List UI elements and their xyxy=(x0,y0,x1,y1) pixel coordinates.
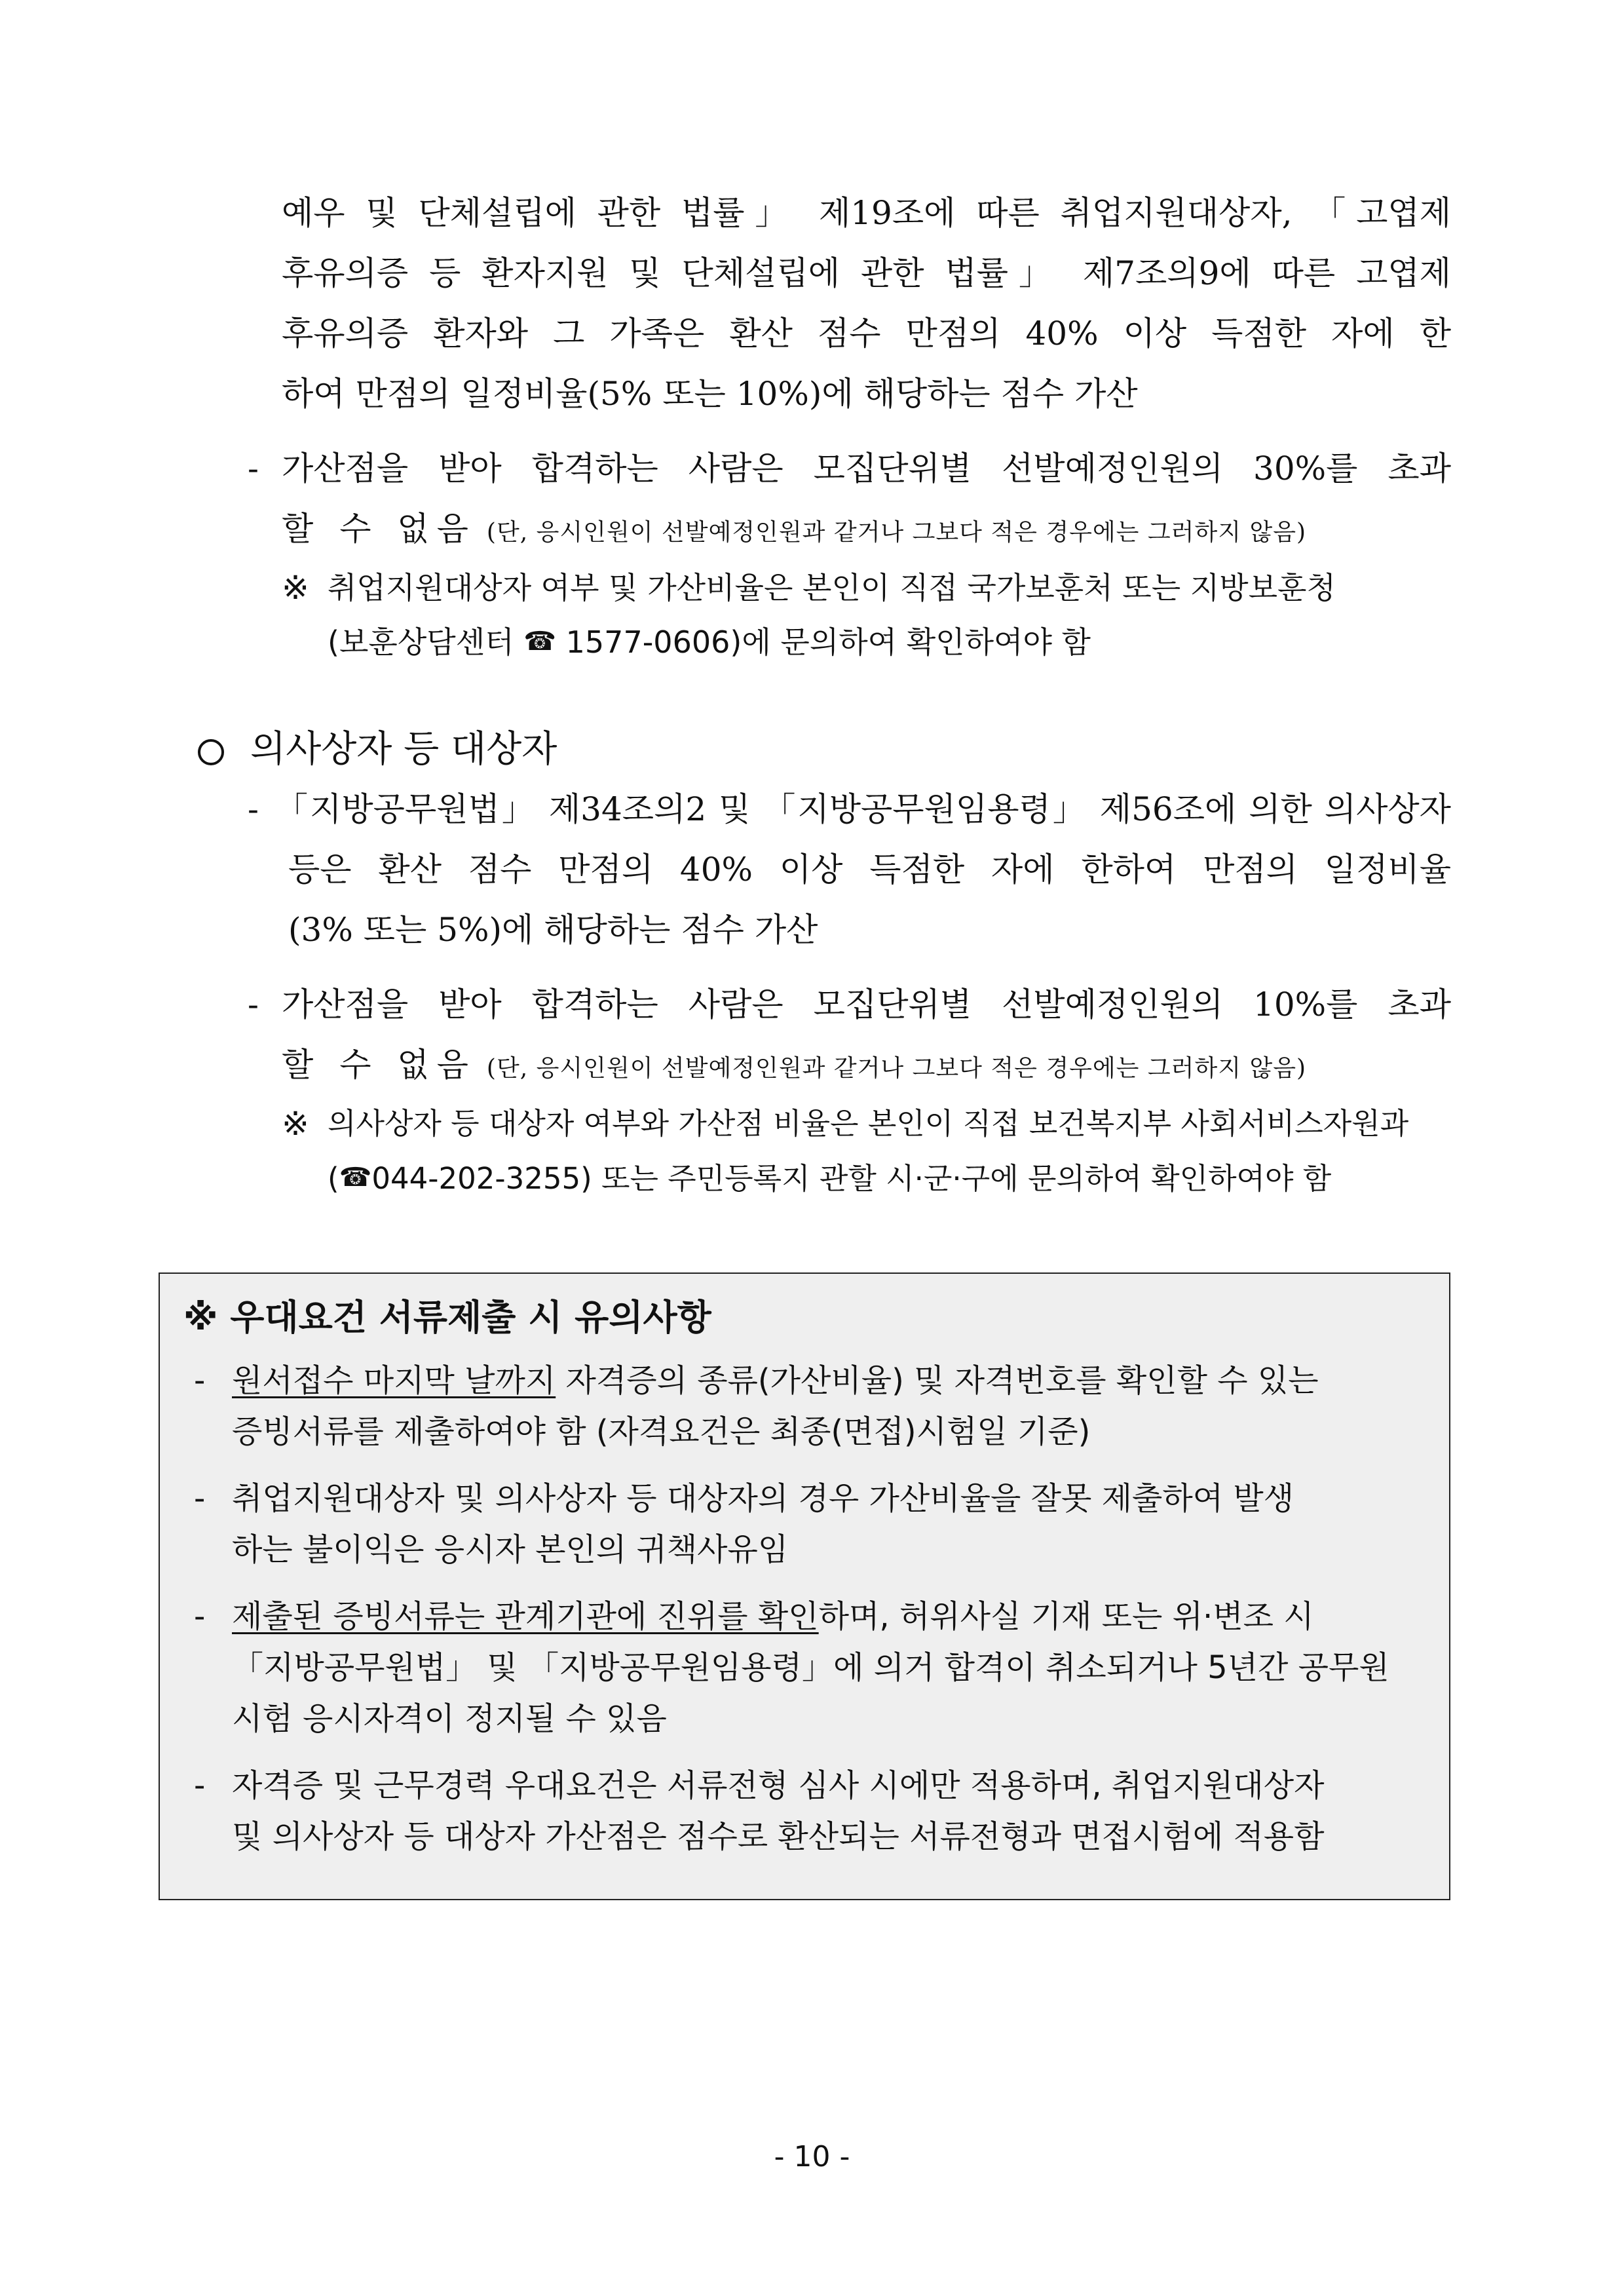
notice-item-line: 하는 불이익은 응시자 본인의 귀책사유임 xyxy=(232,1531,789,1568)
list-item-main: 할 수 없음 xyxy=(282,510,476,548)
phone-icon: ☎ xyxy=(523,626,557,657)
list-dash: - xyxy=(248,450,259,488)
list-item-line: (3% 또는 5%)에 해당하는 점수 가산 xyxy=(288,911,818,949)
reference-note-line: 의사상자 등 대상자 여부와 가산점 비율은 본인이 직접 보건복지부 사회서비스자원과 xyxy=(328,1106,1409,1141)
page-number: - 10 - xyxy=(774,2140,850,2173)
reference-note-mark: ※ xyxy=(282,569,309,607)
reference-note-line: 취업지원대상자 여부 및 가산비율은 본인이 직접 국가보훈처 또는 지방보훈청 xyxy=(328,570,1336,605)
list-item-line: 가산점을 받아 합격하는 사람은 모집단위별 선발예정인원의 30%를 초과 xyxy=(282,450,1451,488)
notice-item-line: 「지방공무원법」 및 「지방공무원임용령」에 의거 합격이 취소되거나 5년간 공무원 xyxy=(232,1649,1389,1686)
section-heading: 의사상자 등 대상자 xyxy=(250,728,557,771)
phone-icon: ☎ xyxy=(339,1162,372,1193)
notice-dash: - xyxy=(194,1767,206,1804)
notice-item-line xyxy=(232,1595,1314,1638)
reference-note-pre: (보훈상담센터 xyxy=(328,624,514,660)
reference-note-line xyxy=(328,619,1091,665)
paragraph-line: 후유의증 등 환자지원 및 단체설립에 관한 법률」 제7조의9에 따른 고엽제 xyxy=(282,254,1451,292)
reference-note-pre: ( xyxy=(328,1161,339,1196)
notice-box-title: ※ 우대요건 서류제출 시 유의사항 xyxy=(183,1297,711,1338)
list-item-main: 할 수 없음 xyxy=(282,1046,476,1084)
list-item-line: 등은 환산 점수 만점의 40% 이상 득점한 자에 한하여 만점의 일정비율 xyxy=(288,851,1451,889)
notice-dash: - xyxy=(194,1362,206,1399)
notice-item-line: 취업지원대상자 및 의사상자 등 대상자의 경우 가산비율을 잘못 제출하여 발생 xyxy=(232,1480,1294,1517)
notice-underlined-text: 제출된 증빙서류는 관계기관에 진위를 확인 xyxy=(232,1598,819,1635)
notice-text: 하며, 허위사실 기재 또는 위·변조 시 xyxy=(818,1598,1314,1635)
list-item-line: 가산점을 받아 합격하는 사람은 모집단위별 선발예정인원의 10%를 초과 xyxy=(282,985,1451,1024)
reference-note-post: 1577-0606)에 문의하여 확인하여야 함 xyxy=(565,624,1091,660)
notice-dash: - xyxy=(194,1480,206,1517)
notice-item-line: 증빙서류를 제출하여야 함 (자격요건은 최종(면접)시험일 기준) xyxy=(232,1413,1091,1450)
notice-dash: - xyxy=(194,1598,206,1635)
notice-item-line: 시험 응시자격이 정지될 수 있음 xyxy=(232,1700,667,1737)
notice-box xyxy=(159,1272,1450,1900)
list-dash: - xyxy=(248,985,259,1024)
reference-note-post: 044-202-3255) 또는 주민등록지 관할 시·군·구에 문의하여 확인하여야 함 xyxy=(371,1161,1332,1196)
list-item-line: 「지방공무원법」 제34조의2 및 「지방공무원임용령」 제56조에 의한 의사상자 xyxy=(275,790,1451,828)
notice-underlined-text: 원서접수 마지막 날까지 xyxy=(232,1362,556,1399)
reference-note-line xyxy=(328,1155,1331,1202)
list-item-note: (단, 응시인원이 선발예정인원과 같거나 그보다 적은 경우에는 그러하지 않음) xyxy=(486,1055,1307,1082)
notice-item-line: 및 의사상자 등 대상자 가산점은 점수로 환산되는 서류전형과 면접시험에 적용함 xyxy=(232,1818,1325,1855)
list-item-note: (단, 응시인원이 선발예정인원과 같거나 그보다 적은 경우에는 그러하지 않음) xyxy=(486,519,1307,546)
notice-item-line: 자격증 및 근무경력 우대요건은 서류전형 심사 시에만 적용하며, 취업지원대상자 xyxy=(232,1767,1325,1804)
paragraph-line: 예우 및 단체설립에 관한 법률」 제19조에 따른 취업지원대상자, 「고엽제 xyxy=(282,194,1451,232)
reference-note-mark: ※ xyxy=(282,1105,309,1143)
notice-text: 자격증의 종류(가산비율) 및 자격번호를 확인할 수 있는 xyxy=(556,1362,1319,1399)
notice-item-line xyxy=(232,1359,1319,1402)
list-dash: - xyxy=(248,790,259,828)
circle-bullet-icon xyxy=(198,739,224,765)
paragraph-line: 하여 만점의 일정비율(5% 또는 10%)에 해당하는 점수 가산 xyxy=(282,375,1138,413)
list-item-line xyxy=(282,506,1306,556)
paragraph-line: 후유의증 환자와 그 가족은 환산 점수 만점의 40% 이상 득점한 자에 한 xyxy=(282,315,1451,353)
list-item-line xyxy=(282,1042,1306,1092)
